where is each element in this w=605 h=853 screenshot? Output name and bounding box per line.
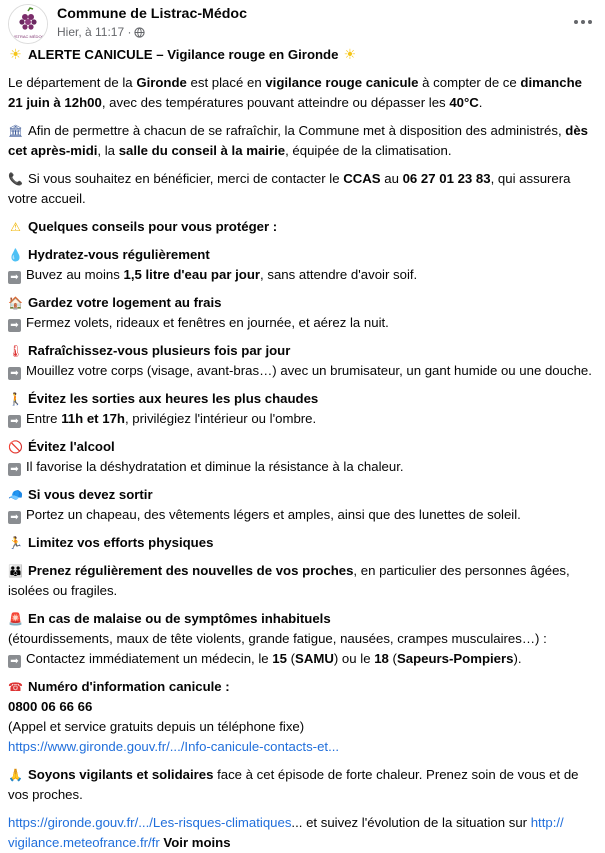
- footer-paragraph: https://gironde.gouv.fr/.../Les-risques-climatiques... et suivez l'évolution de la situation sur http:// vigilance.meteofrance.fr/fr Voir moins: [8, 815, 564, 850]
- arrow-right-icon: ➡: [8, 367, 21, 380]
- numero-title: ☎ Numéro d'information canicule :: [8, 677, 593, 697]
- ccas-paragraph: 📞 Si vous souhaitez en bénéficier, merci de contacter le CCAS au 06 27 01 23 83, qui assurera votre accueil.: [8, 171, 571, 206]
- telephone-icon: ☎: [8, 680, 23, 694]
- phone-icon: 📞: [8, 172, 23, 186]
- timestamp[interactable]: Hier, à 11:17 ·: [57, 25, 132, 39]
- arrow-right-icon: ➡: [8, 319, 21, 332]
- post-meta: [57, 25, 145, 39]
- sun-icon: ☀: [343, 47, 357, 63]
- mairie-paragraph: 🏛 Afin de permettre à chacun de se rafraîchir, la Commune met à disposition des administrés, dès cet après-midi, la salle du conseil à la mairie, équipée de la climatisation.: [8, 123, 589, 158]
- tip-list: [8, 245, 593, 553]
- post-body: [8, 44, 593, 853]
- tip-title: 🚶 Évitez les sorties aux heures les plus chaudes: [8, 389, 593, 409]
- no-entry-icon: 🚫: [8, 440, 23, 454]
- droplet-icon: 💧: [8, 248, 23, 262]
- tip-title: 🚫 Évitez l'alcool: [8, 437, 593, 457]
- numero-link-line: [8, 737, 593, 757]
- warning-icon: ⚠: [10, 220, 21, 234]
- house-icon: 🏠: [8, 296, 23, 310]
- numero-note: (Appel et service gratuits depuis un téléphone fixe): [8, 719, 305, 734]
- alert-paragraph: Le département de la Gironde est placé en vigilance rouge canicule à compter de ce dimanche 21 juin à 12h00, avec des températures pouvant atteindre ou dépasser les 40°C.: [8, 75, 582, 110]
- tip-text: ➡ Fermez volets, rideaux et fenêtres en journée, et aérez la nuit.: [8, 313, 593, 333]
- meteofrance-link[interactable]: vigilance.meteofrance.fr/fr: [8, 835, 160, 850]
- arrow-right-icon: ➡: [8, 271, 21, 284]
- tip-text: ➡ Buvez au moins 1,5 litre d'eau par jour, sans attendre d'avoir soif.: [8, 265, 593, 285]
- post-header: [8, 4, 597, 44]
- arrow-right-icon: ➡: [8, 463, 21, 476]
- tip-text: ➡ Entre 11h et 17h, privilégiez l'intérieur ou l'ombre.: [8, 409, 593, 429]
- conseils-heading: ⚠ Quelques conseils pour vous protéger :: [8, 217, 593, 237]
- arrow-right-icon: ➡: [8, 511, 21, 524]
- family-icon: 👪: [8, 564, 23, 578]
- sun-icon: ☀: [9, 47, 22, 63]
- tip-title: 💧 Hydratez-vous régulièrement: [8, 245, 593, 265]
- runner-icon: 🏃: [8, 536, 23, 550]
- alarm-icon: 🚨: [8, 612, 23, 626]
- meteofrance-link-start[interactable]: http://: [530, 815, 564, 830]
- cap-icon: 🧢: [8, 488, 23, 502]
- tip-title: 🌡 Rafraîchissez-vous plusieurs fois par jour: [8, 341, 593, 361]
- dot-icon: [574, 20, 578, 24]
- globe-icon: [134, 27, 145, 38]
- commune-logo: [9, 5, 47, 43]
- tip-text: ➡ Portez un chapeau, des vêtements légers et amples, ainsi que des lunettes de soleil.: [8, 505, 593, 525]
- thermometer-icon: 🌡: [8, 344, 24, 358]
- post-title: ☀ ALERTE CANICULE – Vigilance rouge en Gironde ☀: [9, 47, 357, 63]
- gironde-info-link[interactable]: https://www.gironde.gouv.fr/.../Info-canicule-contacts-et...: [8, 739, 340, 754]
- risques-climatiques-link[interactable]: https://gironde.gouv.fr/.../Les-risques-climatiques: [8, 815, 292, 830]
- more-options-button[interactable]: [569, 10, 597, 34]
- closing-paragraph: 🙏 Soyons vigilants et solidaires face à cet épisode de forte chaleur. Prenez soin de vous et de vos proches.: [8, 767, 579, 802]
- see-less-button[interactable]: Voir moins: [163, 835, 231, 850]
- avatar[interactable]: [8, 4, 48, 44]
- walking-icon: 🚶: [8, 392, 23, 406]
- tip-title: 🏠 Gardez votre logement au frais: [8, 293, 593, 313]
- tip-title: 🏃 Limitez vos efforts physiques: [8, 533, 593, 553]
- dot-icon: [588, 20, 592, 24]
- tip-text: ➡ Mouillez votre corps (visage, avant-bras…) avec un brumisateur, un gant humide ou une douche.: [8, 361, 593, 381]
- svg-text:LISTRAC MÉDOC: LISTRAC MÉDOC: [11, 34, 45, 39]
- tip-text: ➡ Il favorise la déshydratation et diminue la résistance à la chaleur.: [8, 457, 593, 477]
- malaise-list: (étourdissements, maux de tête violents, grande fatigue, nausées, crampes musculaires…) :: [8, 631, 547, 646]
- arrow-right-icon: ➡: [8, 415, 21, 428]
- malaise-title: 🚨 En cas de malaise ou de symptômes inhabituels: [8, 609, 593, 629]
- page-name[interactable]: Commune de Listrac-Médoc: [57, 6, 247, 22]
- dot-icon: [581, 20, 585, 24]
- city-icon: 🏛: [8, 124, 24, 138]
- arrow-right-icon: ➡: [8, 655, 21, 668]
- numero-value: 0800 06 66 66: [8, 699, 93, 714]
- tip-title: 🧢 Si vous devez sortir: [8, 485, 593, 505]
- proches-paragraph: 👪 Prenez régulièrement des nouvelles de vos proches, en particulier des personnes âgées, isolées ou fragiles.: [8, 563, 570, 598]
- pray-icon: 🙏: [8, 768, 23, 782]
- malaise-action: ➡ Contactez immédiatement un médecin, le 15 (SAMU) ou le 18 (Sapeurs-Pompiers).: [8, 649, 593, 669]
